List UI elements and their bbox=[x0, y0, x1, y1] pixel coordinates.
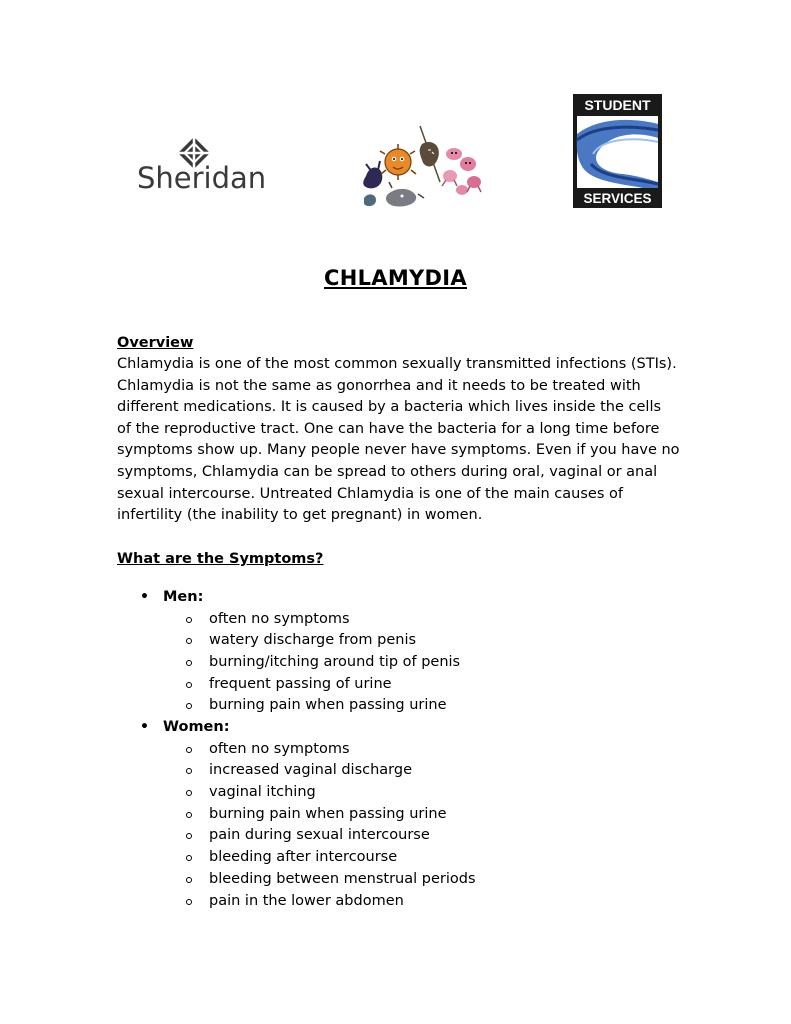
list-item bbox=[140, 630, 460, 652]
circle-bullet-icon bbox=[186, 617, 192, 623]
list-item bbox=[140, 847, 476, 869]
circle-bullet-icon bbox=[186, 682, 192, 688]
list-item bbox=[140, 652, 460, 674]
circle-bullet-icon bbox=[186, 660, 192, 666]
student-services-top-text: STUDENT bbox=[584, 97, 651, 113]
symptoms-group-women bbox=[140, 717, 476, 912]
group-label-text: Women: bbox=[163, 719, 230, 735]
group-label bbox=[140, 587, 460, 609]
sheridan-logo bbox=[137, 136, 272, 196]
list-item-text: often no symptoms bbox=[209, 740, 350, 757]
overview-line: symptoms show up. Many people never have symptoms. Even if you have no bbox=[117, 442, 680, 459]
sheridan-wordmark: Sheridan bbox=[137, 161, 267, 195]
overview-line: of the reproductive tract. One can have the bacteria for a long time before bbox=[117, 420, 660, 437]
list-item-text: burning/itching around tip of penis bbox=[209, 654, 461, 671]
list-item bbox=[140, 891, 476, 913]
overview-line: infertility (the inability to get pregnant) in women. bbox=[117, 507, 483, 524]
list-item bbox=[140, 695, 460, 717]
overview-line: sexual intercourse. Untreated Chlamydia is one of the main causes of bbox=[117, 485, 623, 502]
bacteria-cartoon-illustration bbox=[358, 124, 484, 212]
circle-bullet-icon bbox=[186, 703, 192, 709]
bullet-icon: • bbox=[140, 719, 149, 735]
list-item-text: burning pain when passing urine bbox=[209, 697, 447, 714]
list-item bbox=[140, 804, 476, 826]
page-title: CHLAMYDIA bbox=[324, 266, 467, 290]
overview-heading: Overview bbox=[117, 335, 194, 351]
circle-bullet-icon bbox=[186, 855, 192, 861]
circle-bullet-icon bbox=[186, 812, 192, 818]
list-item-text: pain during sexual intercourse bbox=[209, 827, 430, 844]
overview-line: Chlamydia is not the same as gonorrhea and it needs to be treated with bbox=[117, 377, 641, 394]
bullet-icon: • bbox=[140, 589, 149, 605]
symptoms-group-men bbox=[140, 587, 460, 717]
overview-line: symptoms, Chlamydia can be spread to others during oral, vaginal or anal bbox=[117, 463, 658, 480]
symptoms-heading: What are the Symptoms? bbox=[117, 551, 324, 567]
list-item bbox=[140, 674, 460, 696]
student-services-bottom-text: SERVICES bbox=[583, 191, 652, 206]
group-label-text: Men: bbox=[163, 589, 204, 605]
list-item-text: burning pain when passing urine bbox=[209, 805, 447, 822]
circle-bullet-icon bbox=[186, 790, 192, 796]
list-item bbox=[140, 782, 476, 804]
group-label bbox=[140, 717, 476, 739]
list-item-text: pain in the lower abdomen bbox=[209, 892, 404, 909]
list-item bbox=[140, 609, 460, 631]
circle-bullet-icon bbox=[186, 747, 192, 753]
circle-bullet-icon bbox=[186, 877, 192, 883]
list-item-text: bleeding after intercourse bbox=[209, 849, 398, 866]
circle-bullet-icon bbox=[186, 899, 192, 905]
list-item-text: often no symptoms bbox=[209, 610, 350, 627]
student-services-logo bbox=[573, 94, 662, 208]
overview-line: Chlamydia is one of the most common sexually transmitted infections (STIs). bbox=[117, 356, 677, 372]
overview-line: different medications. It is caused by a bacteria which lives inside the cells bbox=[117, 399, 662, 416]
list-item bbox=[140, 825, 476, 847]
list-item bbox=[140, 760, 476, 782]
list-item-text: frequent passing of urine bbox=[209, 675, 392, 692]
circle-bullet-icon bbox=[186, 833, 192, 839]
overview-paragraph bbox=[117, 354, 687, 527]
list-item-text: watery discharge from penis bbox=[209, 632, 417, 649]
list-item bbox=[140, 739, 476, 761]
circle-bullet-icon bbox=[186, 638, 192, 644]
list-item-text: increased vaginal discharge bbox=[209, 762, 413, 779]
list-item-text: bleeding between menstrual periods bbox=[209, 870, 476, 887]
list-item-text: vaginal itching bbox=[209, 784, 316, 801]
circle-bullet-icon bbox=[186, 768, 192, 774]
list-item bbox=[140, 869, 476, 891]
